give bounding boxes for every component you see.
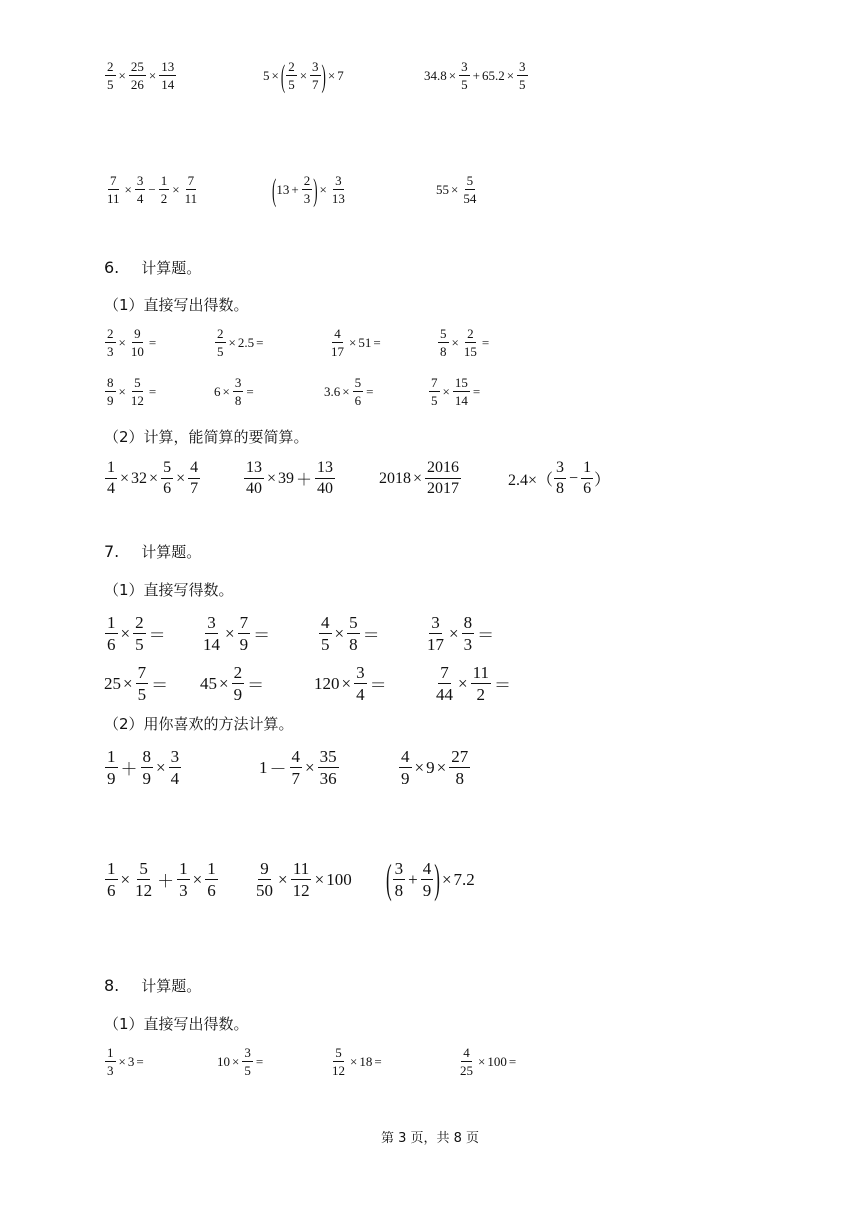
fraction: $\frac{7}{5}$ [431, 375, 438, 408]
fraction: $\frac{4}{5}$ [321, 613, 330, 654]
q6-item: $\frac{2}{3}$ × $\frac{9}{10}$ = [107, 326, 157, 359]
fraction: $\frac{4}{7}$ [291, 747, 300, 788]
fraction: $\frac{3}{4}$ [136, 173, 144, 206]
q7-calc: $\frac{9}{50}$ × $\frac{11}{12}$ × 100 [256, 859, 352, 900]
fraction: $\frac{2}{9}$ [233, 663, 243, 704]
fraction: 1 9 [107, 747, 116, 788]
q7-calc: ( 3 8 + $\frac{4}{9}$ ) × 7.2 [386, 856, 475, 903]
q6-item: 6 × $\frac{3}{8}$ = [214, 375, 254, 408]
fraction: $\frac{3}{17}$ [427, 613, 444, 654]
fraction: $\frac{5}{8}$ [349, 613, 358, 654]
q8-item: $\frac{5}{12}$ × 18 = [332, 1045, 382, 1078]
fraction: $\frac{3}{5}$ [461, 59, 468, 92]
q7-item: $\frac{3}{17}$ × $\frac{8}{3}$ ＝ [427, 613, 495, 654]
q8-item: 10 × $\frac{3}{5}$ = [217, 1045, 264, 1078]
q7-part1-label: （1）直接写得数。 [104, 581, 234, 599]
fraction: $\frac{5}{6}$ [163, 459, 172, 497]
fraction: $\frac{35}{36}$ [319, 747, 337, 788]
fraction: $\frac{8}{3}$ [463, 613, 473, 654]
q6-item: 3.6 × $\frac{5}{6}$ = [324, 375, 374, 408]
fraction: $\frac{2}{5}$ [135, 613, 144, 654]
fraction: $\frac{5}{54}$ [463, 173, 477, 206]
fraction: $\frac{2}{3}$ [107, 326, 114, 359]
fraction: $\frac{5}{12}$ [130, 375, 144, 408]
fraction: $\frac{4}{9}$ [422, 859, 432, 900]
fraction: $\frac{2}{15}$ [463, 326, 477, 359]
q6-part1-label: （1）直接写出得数。 [104, 296, 249, 314]
fraction: $\frac{3}{5}$ [244, 1045, 251, 1078]
fraction: $\frac{7}{9}$ [239, 613, 249, 654]
fraction: $\frac{3}{14}$ [203, 613, 220, 654]
q6-part2-label: （2）计算，能简算的要简算。 [104, 428, 309, 446]
q7-part2-label: （2）用你喜欢的方法计算。 [104, 715, 294, 733]
q7-calc: $\frac{4}{9}$ × 9 × $\frac{27}{8}$ [401, 747, 469, 788]
q7-item: $\frac{4}{5}$ × $\frac{5}{8}$ ＝ [321, 613, 380, 654]
expr-q5-6: 55 × $\frac{5}{54}$ [436, 173, 477, 206]
fraction: $\frac{25}{26}$ [130, 59, 144, 92]
fraction: $\frac{1}{6}$ [107, 859, 116, 900]
fraction: $\frac{3}{13}$ [331, 173, 345, 206]
question-6-heading: 6. 计算题。 [104, 258, 202, 277]
fraction: $\frac{5}{12}$ [135, 859, 153, 900]
fraction: 3 8 [394, 859, 404, 900]
fraction: $\frac{7}{11}$ [107, 173, 120, 206]
fraction: $\frac{7}{44}$ [436, 663, 453, 704]
fraction: $\frac{1}{6}$ [583, 459, 592, 497]
q7-item: $\frac{1}{6}$ × $\frac{2}{5}$ ＝ [107, 613, 166, 654]
q6-item: $\frac{2}{5}$ × 2.5 = [217, 326, 264, 359]
q7-calc: 1 9 ＋ $\frac{8}{9}$ × $\frac{3}{4}$ [107, 747, 180, 788]
q7-item: $\frac{3}{14}$ × $\frac{7}{9}$ ＝ [203, 613, 271, 654]
q6-item: $\frac{7}{5}$ × $\frac{15}{14}$ = [431, 375, 481, 408]
fraction: $\frac{3}{7}$ [312, 59, 319, 92]
fraction: $\frac{11}{2}$ [472, 663, 489, 704]
fraction: $\frac{8}{9}$ [107, 375, 114, 408]
fraction: $\frac{1}{6}$ [207, 859, 216, 900]
q8-part1-label: （1）直接写出得数。 [104, 1015, 249, 1033]
q7-calc: $\frac{1}{6}$ × $\frac{5}{12}$ ＋ $\frac{1}{3}$ × $\frac{1}{6}$ [107, 859, 216, 900]
page-footer: 第 3 页，共 8 页 [380, 1131, 480, 1146]
fraction: $\frac{8}{9}$ [142, 747, 151, 788]
fraction: $\frac{4}{7}$ [190, 459, 199, 497]
expr-q5-4: $\frac{7}{11}$ × $\frac{3}{4}$ − $\frac{1}{2}$ × $\frac{7}{11}$ [107, 173, 198, 206]
fraction: $\frac{11}{12}$ [292, 859, 310, 900]
expr-q5-3: 34.8 × $\frac{3}{5}$ + 65.2 × $\frac{3}{5}$ [424, 59, 526, 92]
fraction: $\frac{5}{6}$ [354, 375, 362, 408]
q8-item: $\frac{1}{3}$ × 3 = [107, 1045, 144, 1078]
fraction: $\frac{3}{4}$ [170, 747, 180, 788]
q7-item: 45 × $\frac{2}{9}$ ＝ [200, 663, 265, 704]
fraction: $\frac{9}{50}$ [256, 859, 273, 900]
fraction: $\frac{3}{4}$ [356, 663, 365, 704]
fraction: $\frac{9}{10}$ [130, 326, 144, 359]
q6-calc: 2.4×（ 3 8 − $\frac{1}{6}$ ） [508, 459, 611, 497]
fraction: $\frac{13}{14}$ [161, 59, 175, 92]
fraction: $\frac{3}{5}$ [519, 59, 526, 92]
question-7-heading: 7. 计算题。 [104, 542, 202, 561]
fraction: $\frac{2}{5}$ [288, 59, 295, 92]
fraction: $\frac{1}{3}$ [179, 859, 188, 900]
fraction: $\frac{3}{8}$ [234, 375, 242, 408]
q6-item: $\frac{5}{8}$ × $\frac{2}{15}$ = [440, 326, 490, 359]
fraction: $\frac{4}{9}$ [401, 747, 410, 788]
fraction: $\frac{1}{4}$ [107, 459, 115, 497]
expr-q5-5: ( 13 + $\frac{2}{3}$ ) × $\frac{3}{13}$ [272, 171, 345, 208]
q7-item: 25 × $\frac{7}{5}$ ＝ [104, 663, 169, 704]
fraction: $\frac{5}{12}$ [332, 1045, 345, 1078]
fraction: $\frac{4}{25}$ [460, 1045, 473, 1078]
fraction: $\frac{2}{5}$ [107, 59, 114, 92]
fraction: $\frac{7}{11}$ [184, 173, 198, 206]
q6-item: $\frac{4}{17}$ × 51 = [331, 326, 381, 359]
fraction: $\frac{1}{3}$ [107, 1045, 114, 1078]
fraction: $\frac{7}{5}$ [137, 663, 147, 704]
fraction: $\frac{2}{3}$ [303, 173, 311, 206]
fraction: 3 8 [556, 459, 565, 497]
q6-item: $\frac{8}{9}$ × $\frac{5}{12}$ = [107, 375, 157, 408]
fraction: $\frac{4}{17}$ [331, 326, 344, 359]
fraction: $\frac{2}{5}$ [217, 326, 224, 359]
q7-item: 120 × $\frac{3}{4}$ ＝ [314, 663, 387, 704]
fraction: $\frac{13}{40}$ [246, 459, 262, 497]
expr-q5-1: $\frac{2}{5}$ × $\frac{25}{26}$ × $\frac{13}{14}$ [107, 59, 175, 92]
fraction: $\frac{5}{8}$ [440, 326, 447, 359]
q6-calc: $\frac{1}{4}$ × 32 × $\frac{5}{6}$ × $\frac{4}{7}$ [107, 459, 199, 497]
question-8-heading: 8. 计算题。 [104, 976, 202, 995]
q7-calc: 1 － $\frac{4}{7}$ × $\frac{35}{36}$ [259, 747, 337, 788]
fraction: $\frac{15}{14}$ [454, 375, 468, 408]
fraction: $\frac{27}{8}$ [451, 747, 469, 788]
q6-calc: $\frac{13}{40}$ × 39 ＋ 13 40 [246, 459, 334, 497]
expr-q5-2: 5 × ( $\frac{2}{5}$ × $\frac{3}{7}$ ) × 7 [263, 57, 344, 94]
q6-calc: 2018 × $\frac{2016}{2017}$ [379, 459, 460, 497]
fraction: $\frac{2016}{2017}$ [427, 459, 460, 497]
fraction: 13 40 [317, 459, 334, 497]
fraction: $\frac{1}{6}$ [107, 613, 116, 654]
q8-item: $\frac{4}{25}$ × 100 = [460, 1045, 517, 1078]
q7-item: $\frac{7}{44}$ × $\frac{11}{2}$ ＝ [436, 663, 511, 704]
fraction: $\frac{1}{2}$ [160, 173, 168, 206]
